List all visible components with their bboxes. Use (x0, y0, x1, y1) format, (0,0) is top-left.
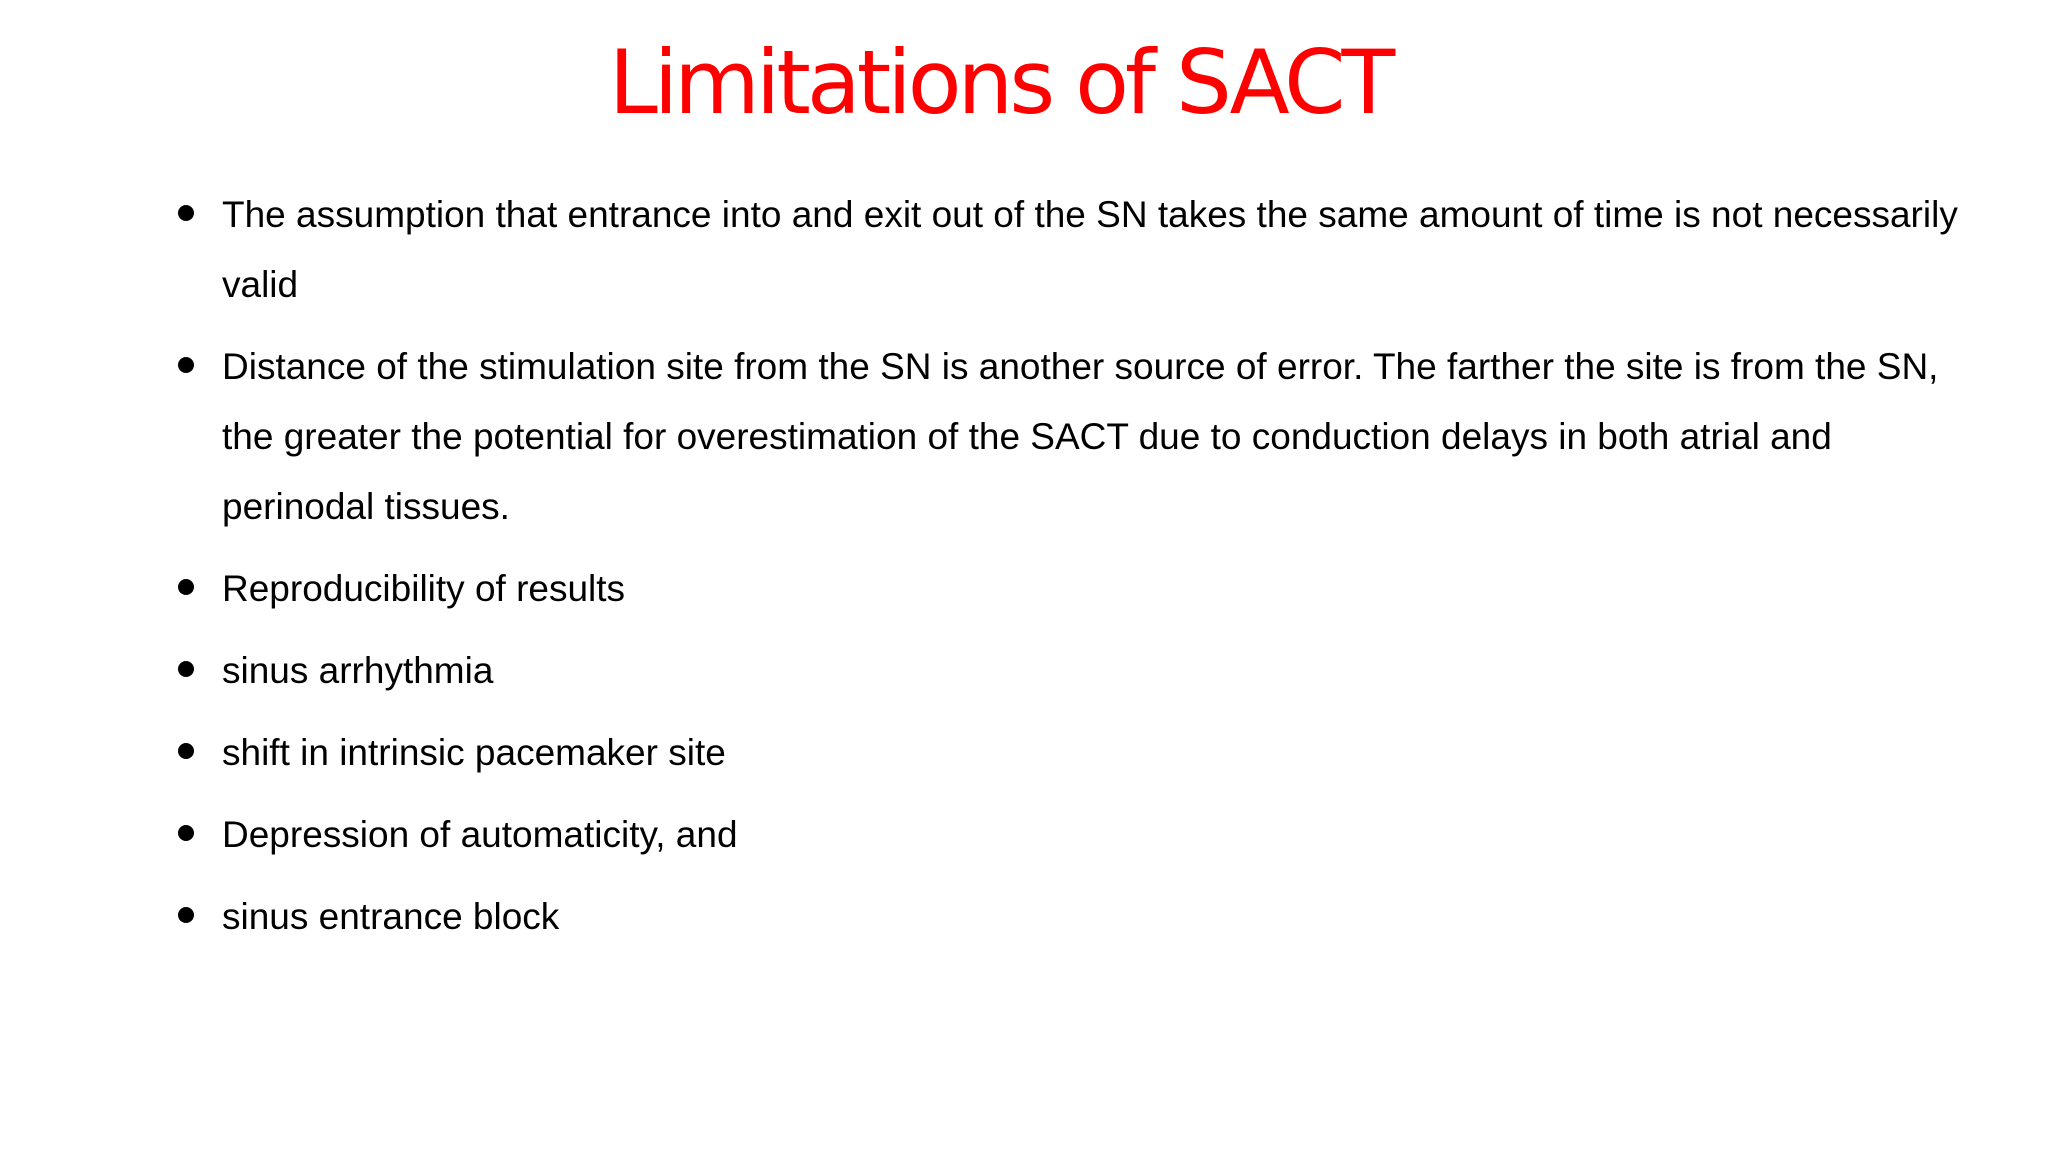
bullet-text: Reproducibility of results (222, 568, 626, 609)
bullet-text: sinus entrance block (222, 896, 560, 937)
bullet-dot-icon (178, 661, 194, 677)
bullet-item (170, 882, 1970, 952)
bullet-item (170, 180, 1970, 320)
bullet-text: The assumption that entrance into and exit out of the SN takes the same amount of time is not necessarily valid (222, 194, 1958, 305)
bullet-dot-icon (178, 357, 194, 373)
bullet-item (170, 718, 1970, 788)
bullet-item (170, 636, 1970, 706)
bullet-dot-icon (178, 743, 194, 759)
bullet-item (170, 554, 1970, 624)
bullet-dot-icon (178, 825, 194, 841)
bullet-text: sinus arrhythmia (222, 650, 494, 691)
bullet-text: shift in intrinsic pacemaker site (222, 732, 726, 773)
bullet-dot-icon (178, 205, 194, 221)
bullet-dot-icon (178, 907, 194, 923)
slide-title: Limitations of SACT (608, 31, 1392, 134)
bullet-item (170, 800, 1970, 870)
bullet-text: Distance of the stimulation site from the SN is another source of error. The farther the site is from the SN, the greater the potential for overestimation of the SACT due to conduction delays in both atrial and perinodal tissues. (222, 346, 1939, 527)
bullet-dot-icon (178, 579, 194, 595)
bullet-text: Depression of automaticity, and (222, 814, 738, 855)
bullet-list (170, 180, 1970, 964)
bullet-item (170, 332, 1970, 542)
